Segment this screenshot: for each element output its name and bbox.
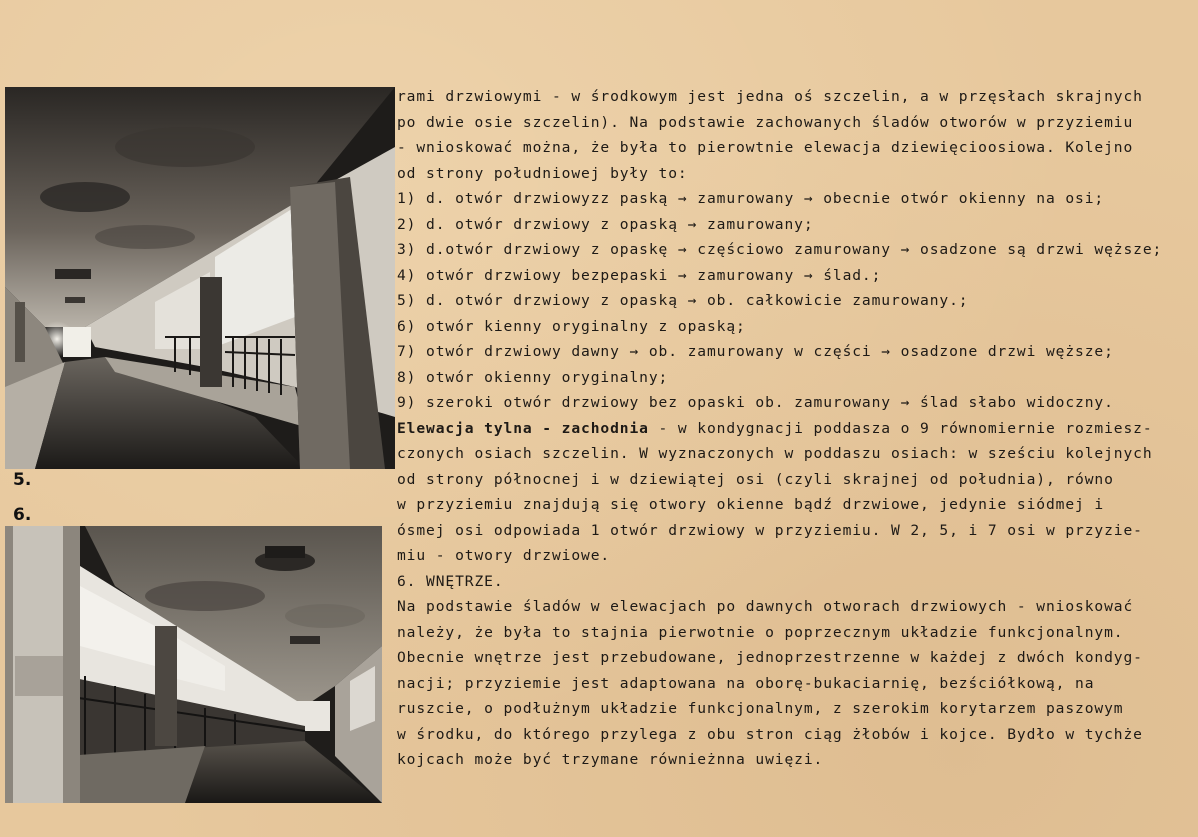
figure-label-6: 6. [13, 505, 32, 525]
text-line: po dwie osie szczelin). Na podstawie zachowanych śladów otworów w przyziemiu [397, 113, 1134, 131]
text-line: w środku, do którego przylega z obu stron ciąg żłobów i kojce. Bydło w tychże [397, 725, 1143, 743]
text-line: 5) d. otwór drzwiowy z opaską → ob. całkowicie zamurowany.; [397, 292, 969, 309]
figure-label-5: 5. [13, 470, 32, 490]
text-line: 9) szeroki otwór drzwiowy bez opaski ob. zamurowany → ślad słabo widoczny. [397, 394, 1114, 411]
text-line-rest: - w kondygnacji poddasza o 9 równomiernie rozmiesz- [648, 419, 1153, 437]
text-line: 7) otwór drzwiowy dawny → ob. zamurowany w części → osadzone drzwi węższe; [397, 343, 1114, 360]
text-line [397, 416, 1187, 442]
text-line: 3) d.otwór drzwiowy z opaskę → częściowo zamurowany → osadzone są drzwi węższe; [397, 241, 1163, 258]
text-line: należy, że była to stajnia pierwotnie o poprzecznym układzie funkcjonalnym. [397, 623, 1124, 641]
text-line: miu - otwory drzwiowe. [397, 547, 611, 564]
text-line: Obecnie wnętrze jest przebudowane, jednoprzestrzenne w każdej z dwóch kondyg- [397, 649, 1143, 666]
text-line: w przyziemiu znajdują się otwory okienne bądź drzwiowe, jedynie siódmej i [397, 496, 1105, 513]
text-line: 8) otwór okienny oryginalny; [397, 368, 669, 386]
text-line: - wnioskować można, że była to pierowtnie elewacja dziewięcioosiowa. Kolejno [397, 139, 1134, 156]
text-line: 4) otwór drzwiowy bezpepaski → zamurowany → ślad.; [397, 266, 882, 284]
photo-barn-interior-5 [5, 87, 395, 469]
text-line: czonych osiach szczelin. W wyznaczonych w poddaszu osiach: w sześciu kolejnych [397, 445, 1153, 462]
text-line: 1) d. otwór drzwiowyzz paską → zamurowany → obecnie otwór okienny na osi; [397, 190, 1105, 207]
text-line: 6) otwór kienny oryginalny z opaską; [397, 317, 746, 335]
text-line: 6. WNĘTRZE. [397, 572, 504, 590]
text-line: ósmej osi odpowiada 1 otwór drzwiowy w przyziemiu. W 2, 5, i 7 osi w przyzie- [397, 521, 1143, 539]
text-line: 2) d. otwór drzwiowy z opaską → zamurowany; [397, 215, 814, 233]
text-line: nacji; przyziemie jest adaptowana na oborę-bukaciarnię, bezściółkową, na [397, 674, 1095, 692]
text-line: Na podstawie śladów w elewacjach po dawnych otworach drzwiowych - wnioskować [397, 598, 1134, 615]
photo-barn-interior-6 [5, 526, 382, 803]
text-line: rami drzwiowymi - w środkowym jest jedna oś szczelin, a w przęsłach skrajnych [397, 88, 1143, 105]
text-line: od strony południowej były to: [397, 164, 688, 182]
text-line: ruszcie, o podłużnym układzie funkcjonalnym, z szerokim korytarzem paszowym [397, 700, 1124, 717]
document-text [397, 84, 1187, 773]
section-heading: Elewacja tylna - zachodnia [397, 419, 649, 437]
text-line: kojcach może być trzymane równieżnna uwięzi. [397, 751, 824, 768]
text-line: od strony północnej i w dziewiątej osi (czyli skrajnej od południa), równo [397, 470, 1114, 488]
